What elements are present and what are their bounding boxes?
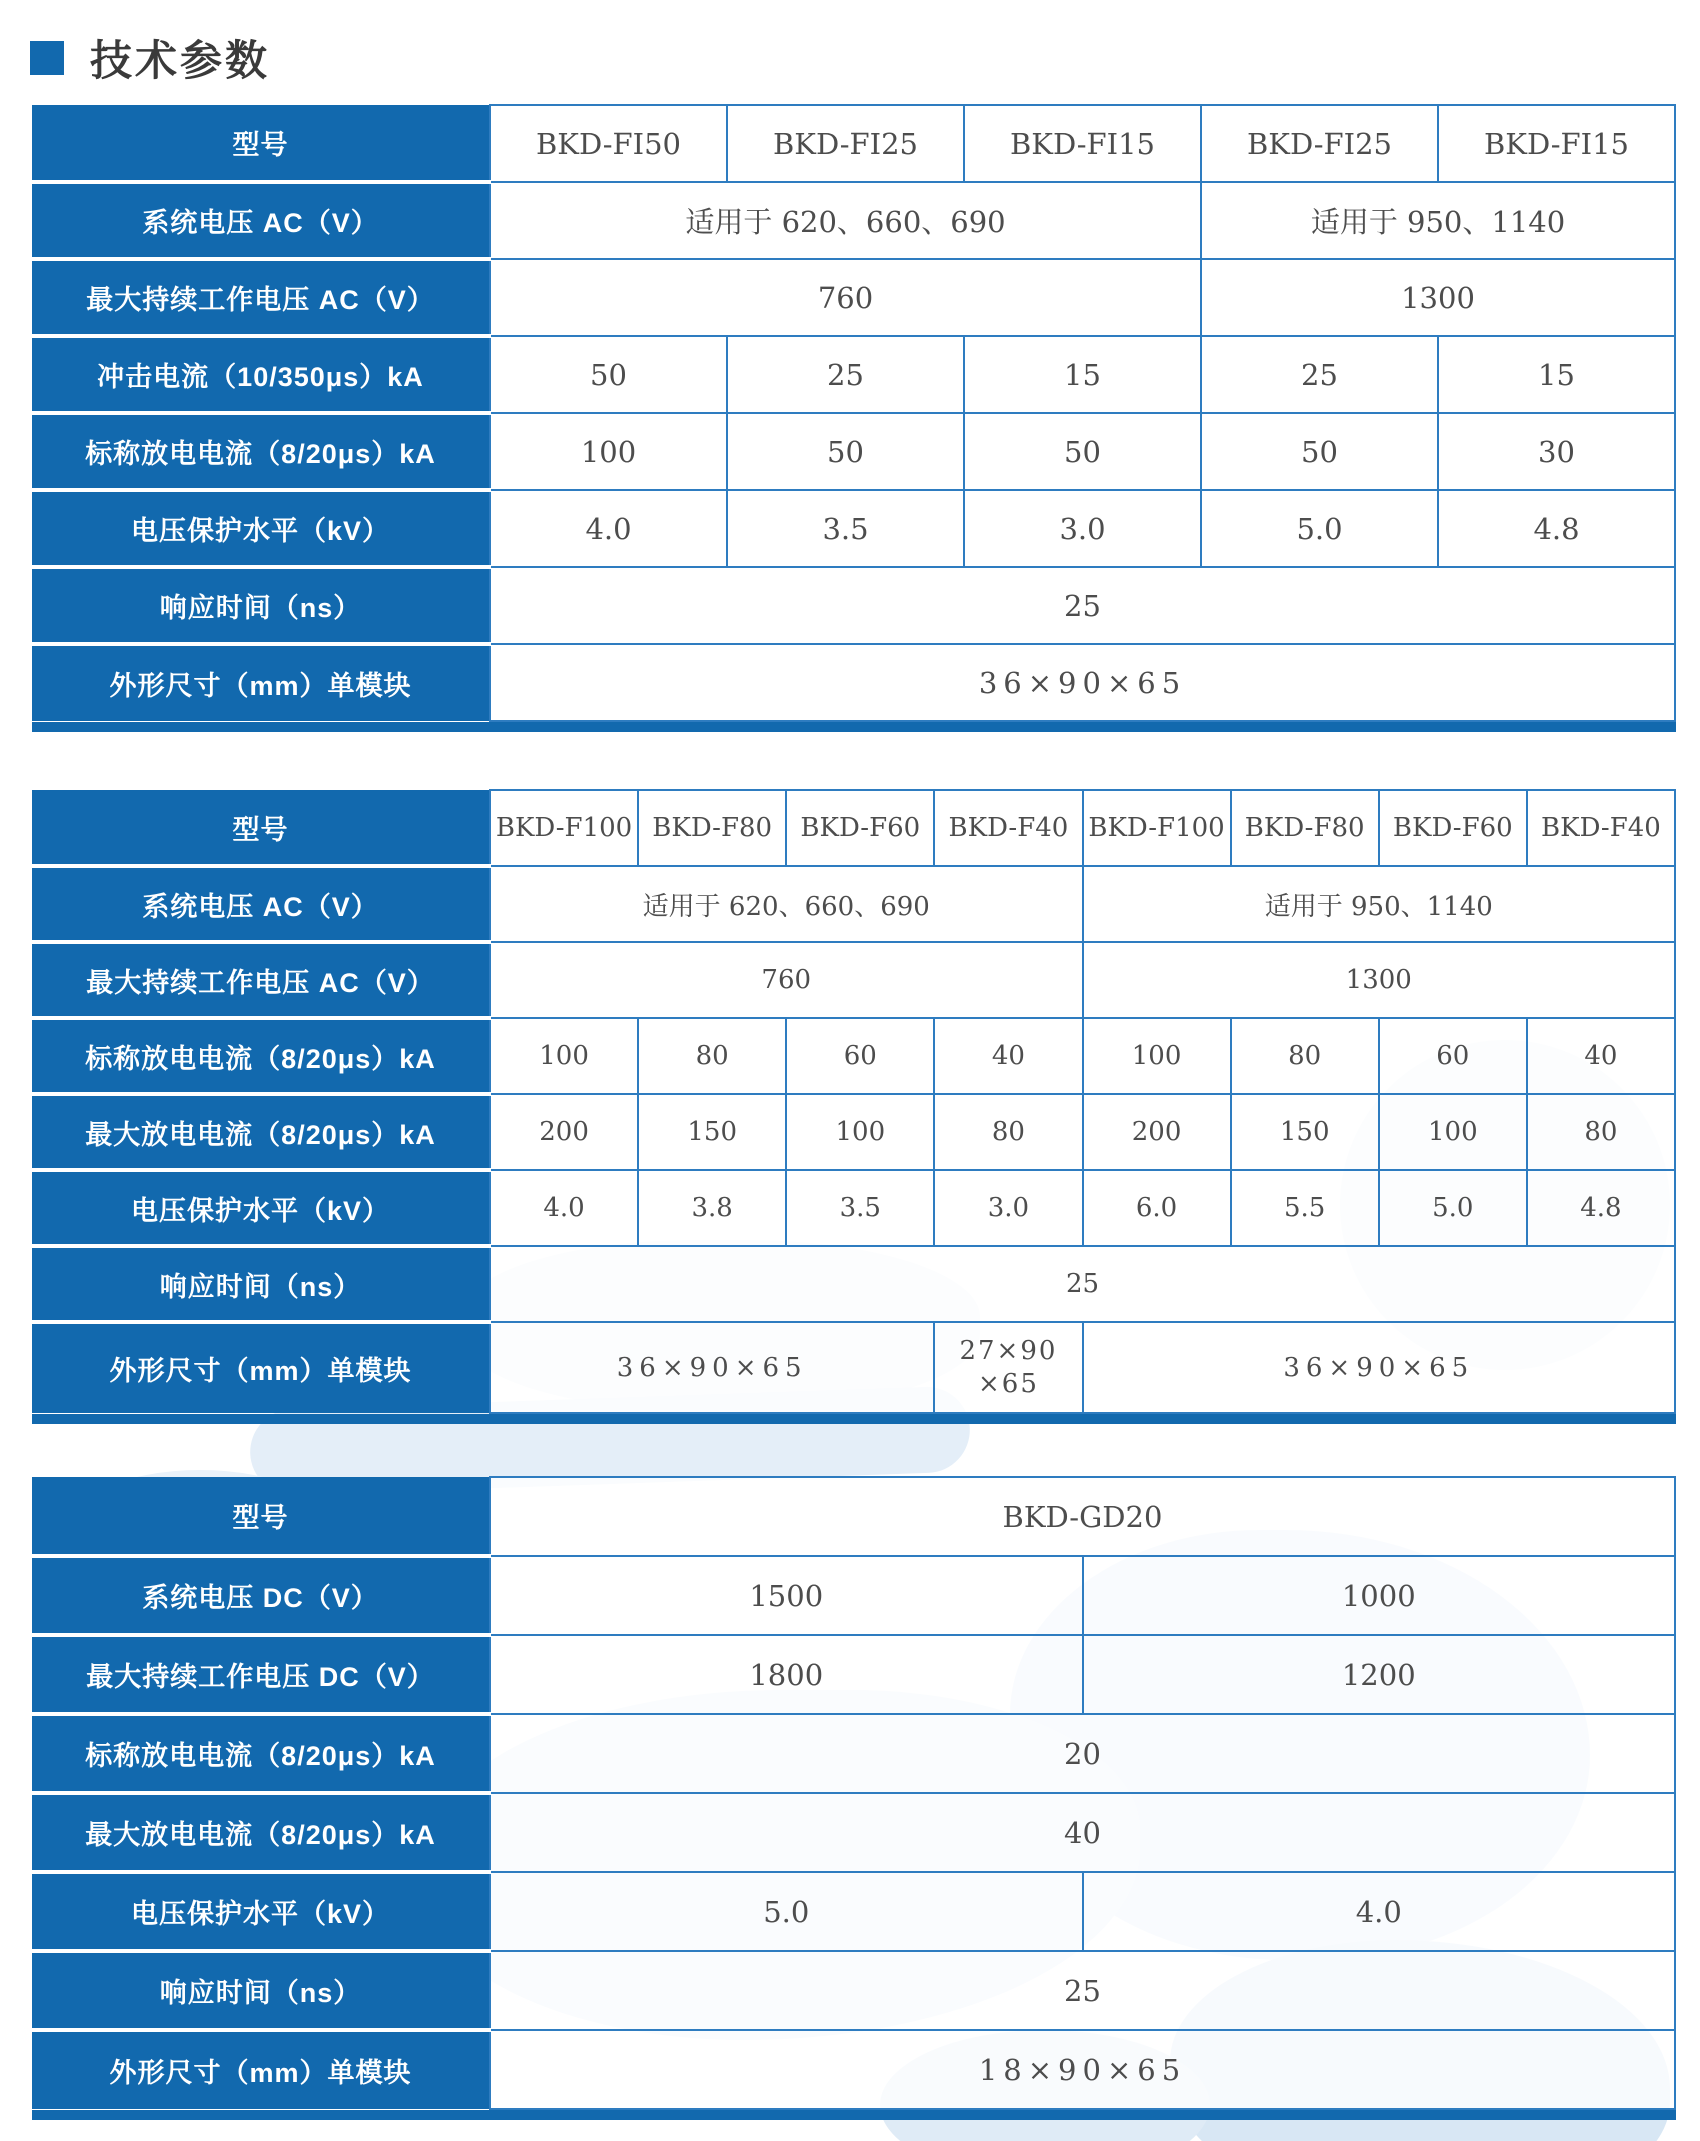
- row-label: 最大持续工作电压 AC（V）: [32, 942, 490, 1018]
- value-cell: BKD-FI25: [727, 105, 964, 182]
- row-label: 外形尺寸（mm）单模块: [32, 2030, 490, 2109]
- value-cell: 50: [964, 413, 1201, 490]
- table-row: [32, 790, 1675, 866]
- table-row: [32, 1477, 1675, 1556]
- table-fi: [32, 104, 1676, 722]
- table-row: [32, 1018, 1675, 1094]
- value-cell: 5.0: [1379, 1170, 1527, 1246]
- value-cell: BKD-F80: [1231, 790, 1379, 866]
- value-cell: BKD-F40: [934, 790, 1082, 866]
- value-cell: 5.5: [1231, 1170, 1379, 1246]
- table-row: [32, 866, 1675, 942]
- value-cell: 1800: [490, 1635, 1083, 1714]
- row-label: 响应时间（ns）: [32, 1951, 490, 2030]
- spec-table-f: [32, 789, 1676, 1424]
- value-cell: BKD-F80: [638, 790, 786, 866]
- table-row: [32, 1635, 1675, 1714]
- value-cell: 760: [490, 942, 1083, 1018]
- table-row: [32, 2030, 1675, 2109]
- value-cell: 1300: [1201, 259, 1675, 336]
- value-cell: 15: [1438, 336, 1675, 413]
- value-cell: 3.5: [786, 1170, 934, 1246]
- table-row: [32, 182, 1675, 259]
- table-gd: [32, 1476, 1676, 2110]
- row-label: 最大放电电流（8/20μs）kA: [32, 1793, 490, 1872]
- value-cell: BKD-FI25: [1201, 105, 1438, 182]
- row-label: 电压保护水平（kV）: [32, 490, 490, 567]
- value-cell: 6.0: [1083, 1170, 1231, 1246]
- row-label: 标称放电电流（8/20μs）kA: [32, 413, 490, 490]
- row-label: 最大持续工作电压 DC（V）: [32, 1635, 490, 1714]
- row-label: 电压保护水平（kV）: [32, 1170, 490, 1246]
- value-cell: 适用于 620、660、690: [490, 866, 1083, 942]
- value-cell: 18×90×65: [490, 2030, 1675, 2109]
- row-label: 外形尺寸（mm）单模块: [32, 1322, 490, 1413]
- value-cell: 200: [490, 1094, 638, 1170]
- row-label: 标称放电电流（8/20μs）kA: [32, 1018, 490, 1094]
- value-cell: 25: [490, 1951, 1675, 2030]
- value-cell: 适用于 950、1140: [1083, 866, 1676, 942]
- value-cell: 1300: [1083, 942, 1676, 1018]
- value-cell: 100: [490, 413, 727, 490]
- table-row: [32, 1322, 1675, 1413]
- row-label: 系统电压 AC（V）: [32, 182, 490, 259]
- value-cell: 30: [1438, 413, 1675, 490]
- value-cell: 36×90×65: [490, 1322, 934, 1413]
- value-cell: 36×90×65: [1083, 1322, 1676, 1413]
- table-row: [32, 1872, 1675, 1951]
- row-label: 最大持续工作电压 AC（V）: [32, 259, 490, 336]
- value-cell: 80: [934, 1094, 1082, 1170]
- table-row: [32, 1094, 1675, 1170]
- value-cell: BKD-FI15: [1438, 105, 1675, 182]
- value-cell: 50: [727, 413, 964, 490]
- row-label: 系统电压 DC（V）: [32, 1556, 490, 1635]
- spec-table-gd: [32, 1476, 1676, 2120]
- value-cell: 4.0: [1083, 1872, 1676, 1951]
- value-cell: 50: [490, 336, 727, 413]
- row-label: 冲击电流（10/350μs）kA: [32, 336, 490, 413]
- value-cell: BKD-F100: [490, 790, 638, 866]
- value-cell: 4.0: [490, 1170, 638, 1246]
- value-cell: 100: [490, 1018, 638, 1094]
- value-cell: 25: [490, 1246, 1675, 1322]
- page-title: 技术参数: [90, 37, 271, 84]
- value-cell: 适用于 620、660、690: [490, 182, 1201, 259]
- row-label: 电压保护水平（kV）: [32, 1872, 490, 1951]
- value-cell: 25: [1201, 336, 1438, 413]
- value-cell: 40: [1527, 1018, 1675, 1094]
- value-cell: 50: [1201, 413, 1438, 490]
- value-cell: 适用于 950、1140: [1201, 182, 1675, 259]
- value-cell: 3.0: [964, 490, 1201, 567]
- table-row: [32, 1793, 1675, 1872]
- value-cell: 100: [1083, 1018, 1231, 1094]
- value-cell: 100: [786, 1094, 934, 1170]
- value-cell: 60: [786, 1018, 934, 1094]
- row-label: 最大放电电流（8/20μs）kA: [32, 1094, 490, 1170]
- value-cell: 3.8: [638, 1170, 786, 1246]
- table-f: [32, 789, 1676, 1414]
- section-bullet-icon: [30, 41, 64, 75]
- table-row: [32, 644, 1675, 721]
- value-cell: BKD-F100: [1083, 790, 1231, 866]
- value-cell: 80: [638, 1018, 786, 1094]
- row-label: 型号: [32, 105, 490, 182]
- table-row: [32, 1951, 1675, 2030]
- value-cell: BKD-FI50: [490, 105, 727, 182]
- row-label: 外形尺寸（mm）单模块: [32, 644, 490, 721]
- value-cell: 3.5: [727, 490, 964, 567]
- value-cell: 20: [490, 1714, 1675, 1793]
- value-cell: 25: [727, 336, 964, 413]
- value-cell: BKD-F60: [1379, 790, 1527, 866]
- value-cell: 100: [1379, 1094, 1527, 1170]
- value-cell: 80: [1231, 1018, 1379, 1094]
- value-cell: BKD-GD20: [490, 1477, 1675, 1556]
- value-cell: 60: [1379, 1018, 1527, 1094]
- row-label: 型号: [32, 1477, 490, 1556]
- section-title: [0, 0, 1700, 82]
- value-cell: BKD-F60: [786, 790, 934, 866]
- value-cell: 1200: [1083, 1635, 1676, 1714]
- row-label: 系统电压 AC（V）: [32, 866, 490, 942]
- value-cell: 3.0: [934, 1170, 1082, 1246]
- table-row: [32, 336, 1675, 413]
- value-cell: 5.0: [490, 1872, 1083, 1951]
- table-row: [32, 490, 1675, 567]
- value-cell: 4.0: [490, 490, 727, 567]
- table-row: [32, 105, 1675, 182]
- row-label: 标称放电电流（8/20μs）kA: [32, 1714, 490, 1793]
- value-cell: 4.8: [1438, 490, 1675, 567]
- value-cell: 200: [1083, 1094, 1231, 1170]
- table-row: [32, 1170, 1675, 1246]
- row-label: 响应时间（ns）: [32, 567, 490, 644]
- value-cell: 27×90 ×65: [934, 1322, 1082, 1413]
- row-label: 型号: [32, 790, 490, 866]
- table-row: [32, 1714, 1675, 1793]
- value-cell: 40: [934, 1018, 1082, 1094]
- value-cell: 760: [490, 259, 1201, 336]
- spec-table-fi: [32, 104, 1676, 732]
- value-cell: 1500: [490, 1556, 1083, 1635]
- table-row: [32, 942, 1675, 1018]
- value-cell: 80: [1527, 1094, 1675, 1170]
- value-cell: 150: [1231, 1094, 1379, 1170]
- table-row: [32, 259, 1675, 336]
- value-cell: BKD-F40: [1527, 790, 1675, 866]
- table-row: [32, 567, 1675, 644]
- value-cell: 150: [638, 1094, 786, 1170]
- value-cell: 5.0: [1201, 490, 1438, 567]
- value-cell: 1000: [1083, 1556, 1676, 1635]
- value-cell: 4.8: [1527, 1170, 1675, 1246]
- value-cell: 40: [490, 1793, 1675, 1872]
- value-cell: 36×90×65: [490, 644, 1675, 721]
- table-row: [32, 1246, 1675, 1322]
- row-label: 响应时间（ns）: [32, 1246, 490, 1322]
- value-cell: BKD-FI15: [964, 105, 1201, 182]
- value-cell: 25: [490, 567, 1675, 644]
- table-row: [32, 1556, 1675, 1635]
- table-row: [32, 413, 1675, 490]
- value-cell: 15: [964, 336, 1201, 413]
